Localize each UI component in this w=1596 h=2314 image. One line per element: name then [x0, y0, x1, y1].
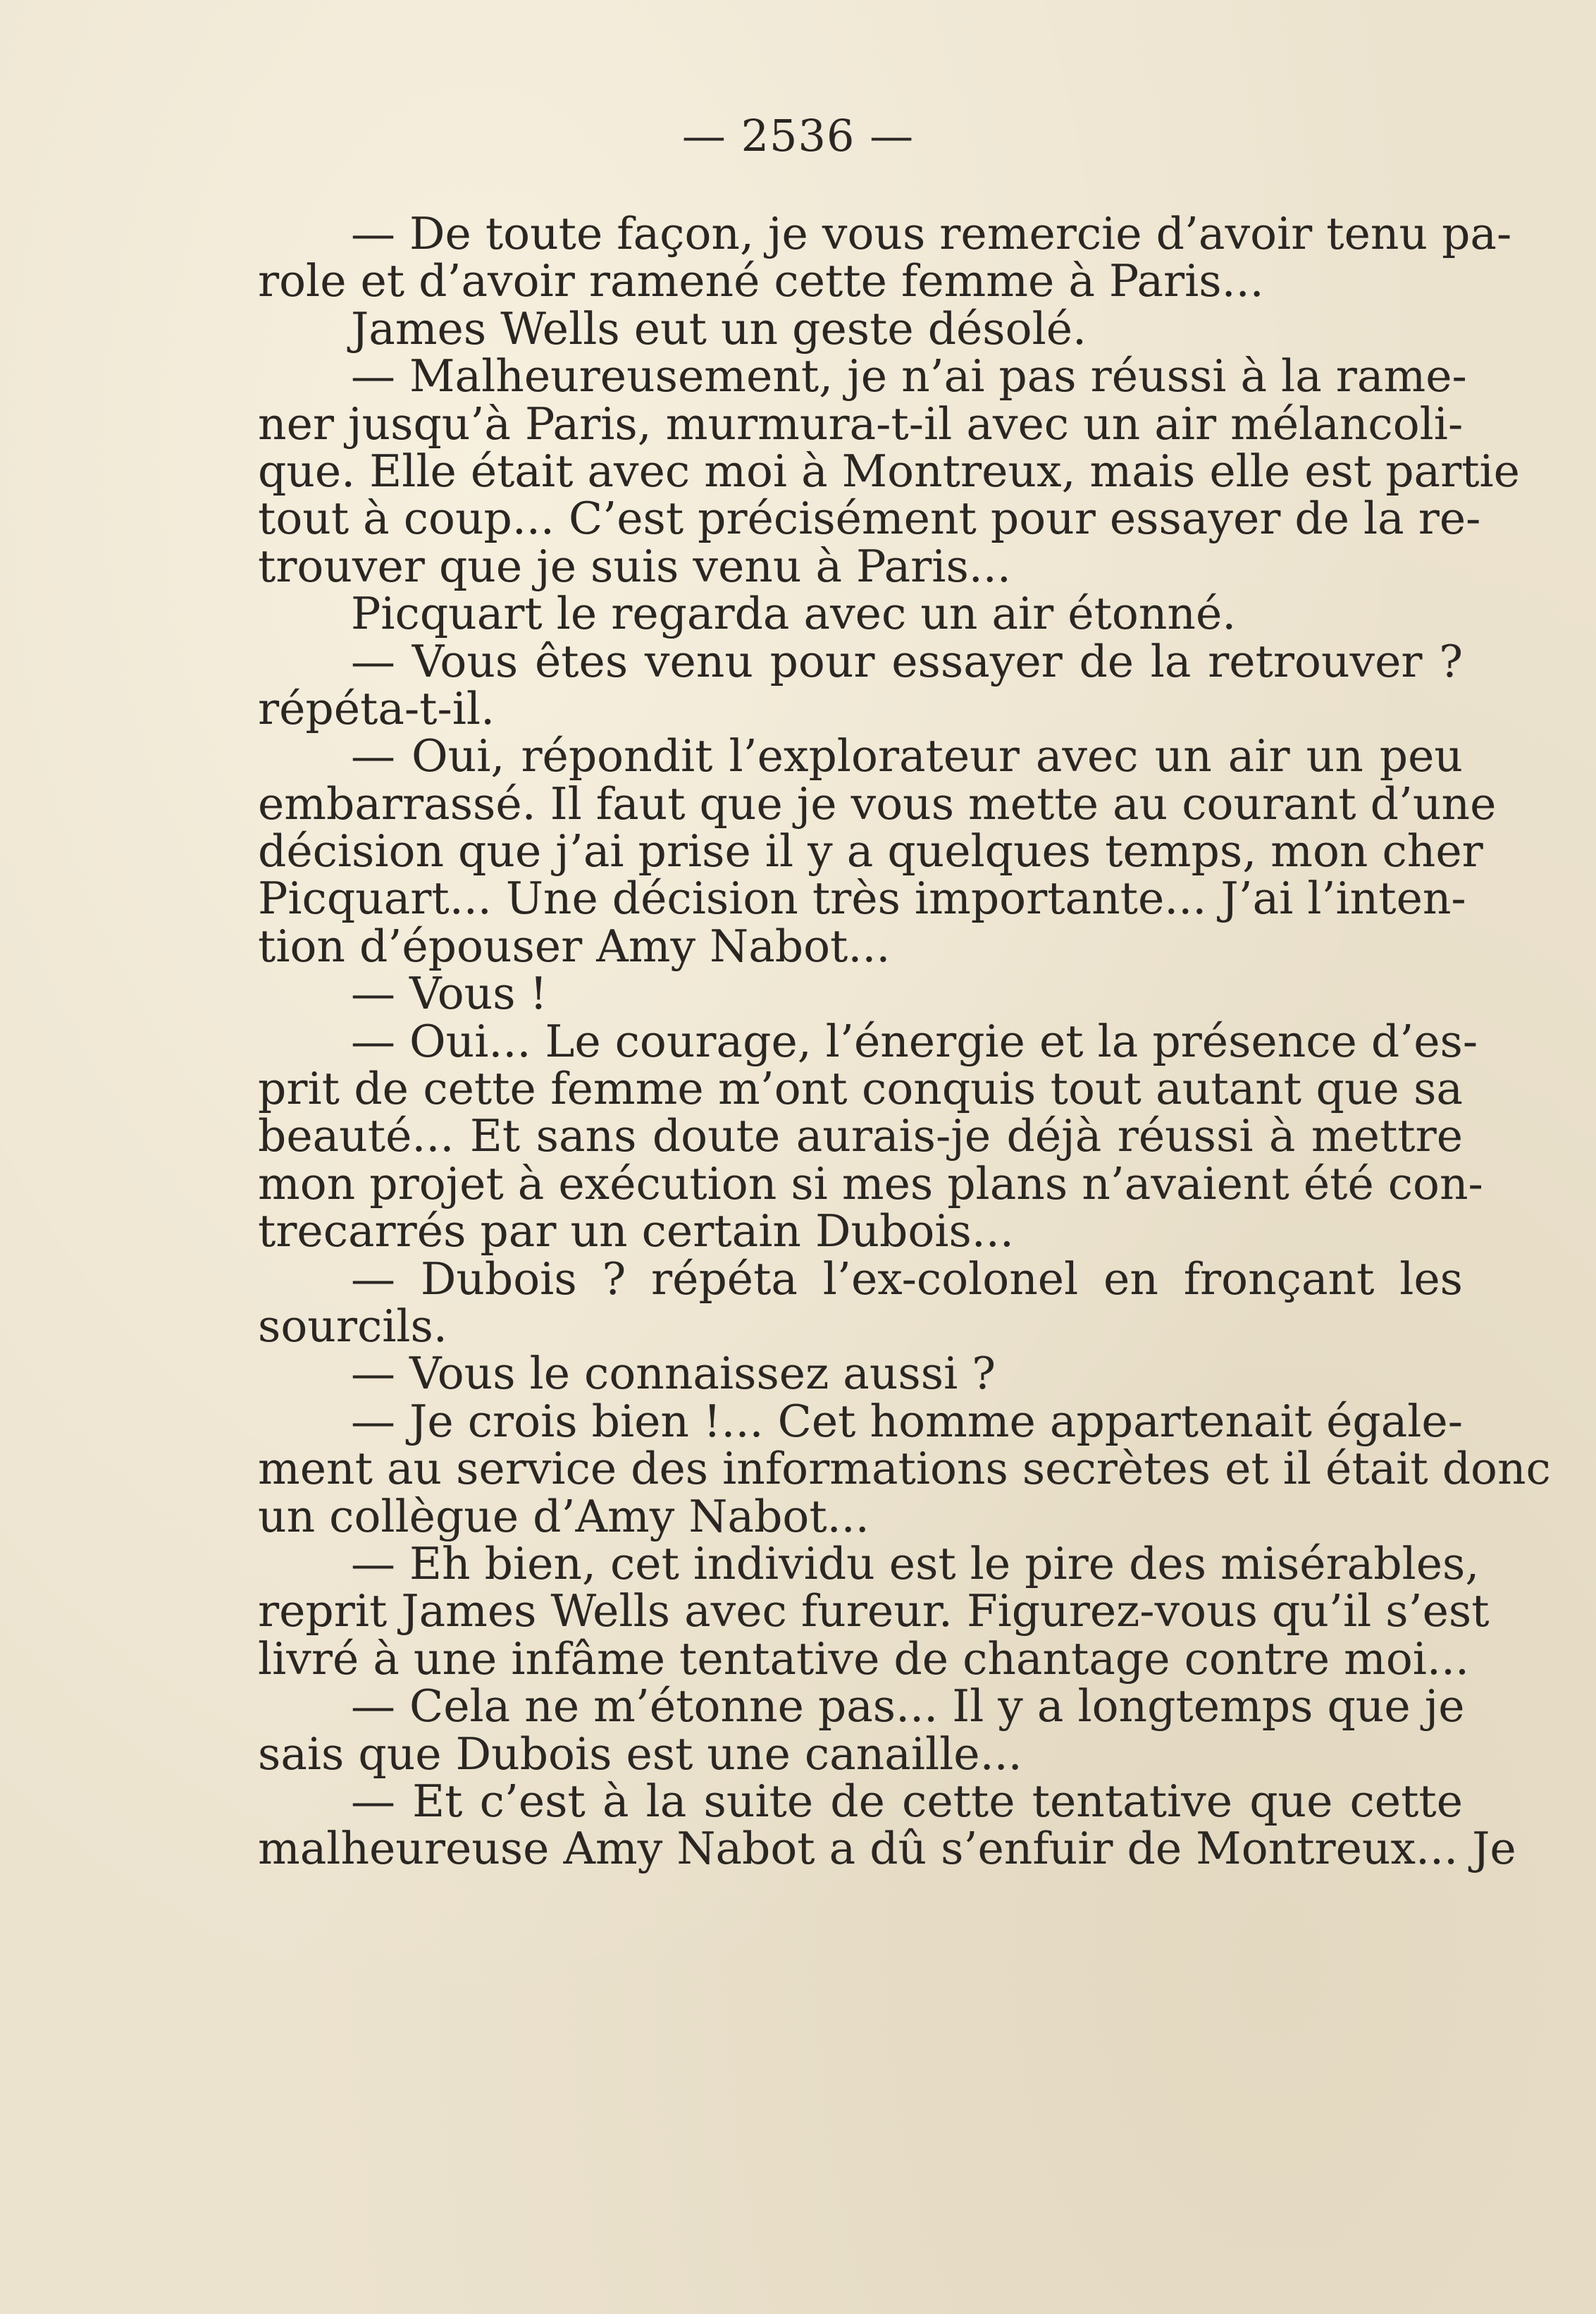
text-line: reprit James Wells avec fureur. Figurez-vous qu’il s’est	[258, 1585, 1490, 1637]
text-line: décision que j’ai prise il y a quelques temps, mon cher	[258, 825, 1483, 878]
text-line: — Eh bien, cet individu est le pire des misérables,	[351, 1537, 1480, 1589]
text-line: role et d’avoir ramené cette femme à Paris...	[258, 255, 1264, 307]
text-line: — Vous le connaissez aussi ?	[351, 1348, 996, 1400]
text-line: sourcils.	[258, 1300, 447, 1352]
text-line: ment au service des informations secrètes et il était donc	[258, 1443, 1551, 1495]
text-line: — De toute façon, je vous remercie d’avoir tenu pa-	[351, 208, 1512, 259]
text-line: — Oui... Le courage, l’énergie et la présence d’es-	[351, 1015, 1478, 1067]
page-number-header: — 2536 —	[681, 110, 915, 161]
text-line: trecarrés par un certain Dubois...	[258, 1205, 1014, 1257]
text-line: beauté... Et sans doute aurais-je déjà réussi à mettre	[258, 1110, 1463, 1162]
text-line: — Vous !	[351, 968, 548, 1020]
text-line: tout à coup... C’est précisément pour essayer de la re-	[258, 493, 1481, 545]
text-line: tion d’épouser Amy Nabot...	[258, 920, 891, 972]
text-line: embarrassé. Il faut que je vous mette au courant d’une	[258, 777, 1497, 830]
text-line: — Dubois ? répéta l’ex-colonel en fronçant les	[351, 1253, 1463, 1305]
text-line: sais que Dubois est une canaille...	[258, 1728, 1022, 1780]
text-line: ner jusqu’à Paris, murmura-t-il avec un air mélancoli-	[258, 398, 1464, 450]
text-line: Picquart le regarda avec un air étonné.	[351, 588, 1237, 640]
text-line: — Vous êtes venu pour essayer de la retrouver ?	[351, 635, 1463, 687]
page-body	[258, 208, 1551, 1875]
text-line: mon projet à exécution si mes plans n’avaient été con-	[258, 1157, 1483, 1210]
text-line: — Cela ne m’étonne pas... Il y a longtemps que je	[351, 1680, 1465, 1733]
text-line: répéta-t-il.	[258, 682, 495, 734]
text-line: — Je crois bien !... Cet homme appartenait égale-	[351, 1395, 1463, 1447]
text-line: Picquart... Une décision très importante... J’ai l’inten-	[258, 873, 1466, 925]
text-line: — Oui, répondit l’explorateur avec un air un peu	[351, 730, 1463, 782]
text-line: que. Elle était avec moi à Montreux, mais elle est partie	[258, 445, 1520, 497]
text-line: un collègue d’Amy Nabot...	[258, 1490, 870, 1542]
text-line: James Wells eut un geste désolé.	[351, 302, 1087, 355]
text-line: livré à une infâme tentative de chantage contre moi...	[258, 1632, 1469, 1685]
text-line: prit de cette femme m’ont conquis tout autant que sa	[258, 1063, 1463, 1115]
text-line: malheureuse Amy Nabot a dû s’enfuir de Montreux... Je	[258, 1823, 1516, 1875]
text-line: trouver que je suis venu à Paris...	[258, 540, 1011, 592]
text-line: — Et c’est à la suite de cette tentative que cette	[351, 1775, 1463, 1827]
text-line: — Malheureusement, je n’ai pas réussi à la rame-	[351, 350, 1467, 402]
